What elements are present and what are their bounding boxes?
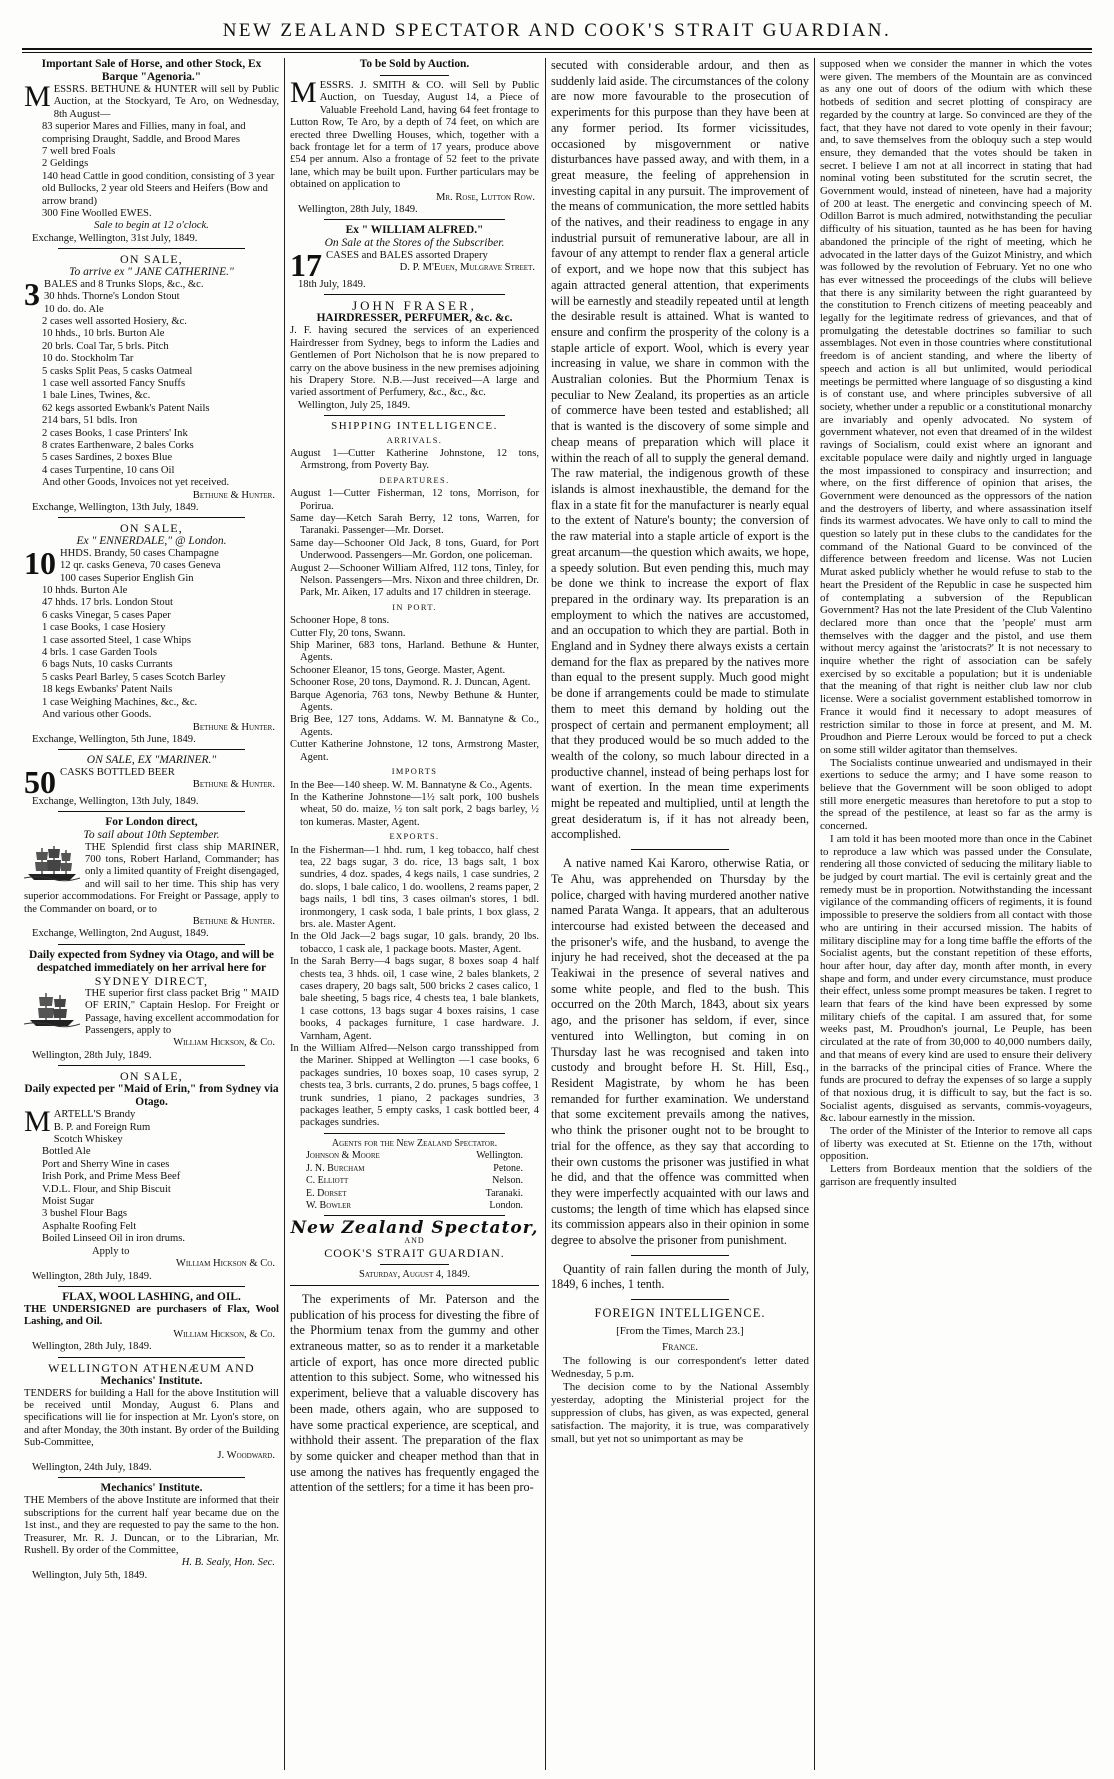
ad-date: Wellington, 28th July, 1849.	[32, 1341, 152, 1353]
divider	[58, 944, 245, 945]
column-4	[820, 58, 1092, 1773]
agents-list	[290, 1138, 539, 1212]
list-item: Ship Mariner, 683 tons, Harland. Bethune & Hunter, Agents.	[290, 640, 539, 664]
list-item: 2 Geldings	[42, 158, 89, 170]
list-item: 2 cases Books, 1 case Printers' Ink	[42, 427, 188, 439]
ad-athenaeum	[24, 1362, 279, 1475]
list-item: Boiled Linseed Oil in iron drums.	[42, 1233, 186, 1245]
column-divider	[284, 58, 285, 1770]
list-item: Irish Pork, and Prime Mess Beef	[42, 1171, 181, 1183]
list-item: In the Old Jack—2 bags sugar, 10 gals. brandy, 20 lbs. tobacco, 1 cask ale, 1 package boots. Master, Agent.	[290, 931, 539, 955]
ad-subtitle: On Sale at the Stores of the Subscriber.	[324, 237, 505, 250]
list-item: And other Goods, Invoices not yet received.	[42, 477, 230, 489]
list-item: 4 cases Turpentine, 10 cans Oil	[42, 464, 175, 476]
list-item: 214 bars, 51 bdls. Iron	[42, 415, 138, 427]
list-item: Schooner Hope, 8 tons.	[290, 615, 390, 627]
ad-date: Wellington, 28th July, 1849.	[32, 1049, 152, 1061]
paper-title: New Zealand Spectator,	[290, 1218, 539, 1239]
ad-signature: Bethune & Hunter.	[192, 915, 275, 927]
paper-and: AND	[404, 1235, 425, 1245]
ad-text: ESSRS. BETHUNE & HUNTER will sell by Public Auction, at the Stockyard, Te Aro, on Wednesday, 8th August—	[53, 84, 279, 120]
ad-date: Exchange, Wellington, 13th July, 1849.	[32, 795, 199, 807]
ad-date: Wellington, 24th July, 1849.	[32, 1461, 152, 1473]
agents-title: Agents for the New Zealand Spectator.	[331, 1137, 498, 1149]
list-item: And various other Goods.	[42, 709, 152, 721]
ad-title: Daily expected from Sydney via Otago, and will be despatched immediately on her arrival here for	[28, 948, 274, 974]
column-3	[551, 58, 809, 1773]
divider	[58, 811, 245, 812]
agent-place: Wellington.	[476, 1150, 523, 1162]
masthead: NEW ZEALAND SPECTATOR AND COOK'S STRAIT GUARDIAN.	[222, 20, 892, 41]
ad-note: Sale to begin at 12 o'clock.	[94, 220, 209, 232]
ad-text: TENDERS for building a Hall for the above Institution will be received until Monday, August 6. Plans and specifications will lie for inspection at Mr. Lyon's store, on and after Monday, the 30th instant. By order of the Building Sub-Committee,	[24, 1387, 279, 1449]
agent-name: W. Bowler	[306, 1199, 352, 1211]
list-item: 1 case Books, 1 case Hosiery	[42, 622, 166, 634]
subsection-title: ARRIVALS.	[386, 435, 443, 445]
list-item: 62 kegs assorted Ewbank's Patent Nails	[42, 402, 210, 414]
ad-title: To be Sold by Auction.	[359, 58, 470, 70]
drop-cap: M	[24, 80, 51, 113]
list-item: Moist Sugar	[42, 1196, 95, 1208]
list-item: In the William Alfred—Nelson cargo transshipped from the Mariner. Shipped at Wellington —1 case books, 6 packages sundries, 10 boxes soap, 10 cases syrup, 2 chests tea, 3 brls. currants, 2 do. prunes, 5 bags coffee, 1 trunk sundries, 1 piano, 2 packages sundries, 3 packages leather, 5 empty casks, 1 cask bottled beer, 4 packages sundries.	[290, 1043, 539, 1129]
big-number: 17	[290, 246, 322, 283]
list-item: Same day—Schooner Old Jack, 8 tons, Guard, for Port Underwood. Passengers—Mr. Gordon, one policeman.	[290, 537, 539, 562]
list-item: In the Sarah Berry—4 bags sugar, 8 boxes soap 4 half chests tea, 3 hhds. oil, 1 case wine, 2 bales blankets, 2 cases drapery, 20 bags salt, 500 bricks 2 cases calico, 1 bale sheeting, 5 bags rice, 4 chests tea, 1 bale blankets, 1 case cottons, 13 bags sugar 4 boxes raisins, 1 case books, 4 packages furniture, 1 case hardware. J. Varnham, Agent.	[290, 956, 539, 1042]
editorial	[290, 1292, 539, 1496]
list-item: 5 casks Pearl Barley, 5 cases Scotch Barley	[42, 671, 226, 683]
divider	[380, 75, 449, 76]
list-item: 20 brls. Coal Tar, 5 brls. Pitch	[42, 340, 169, 352]
list-item: 3 bushel Flour Bags	[42, 1208, 128, 1220]
column-divider	[545, 58, 546, 1770]
divider	[324, 1133, 505, 1134]
list-item: 10 hhds., 10 brls. Burton Ale	[42, 328, 165, 340]
ad-caps-title: SYDNEY DIRECT,	[94, 973, 209, 988]
ad-date: Exchange, Wellington, 13th July, 1849.	[32, 502, 199, 513]
list-item: 7 well bred Foals	[42, 146, 116, 158]
ad-subtitle: Ex " ENNERDALE," @ London.	[76, 535, 227, 548]
divider	[324, 415, 505, 416]
ad-title: Ex " WILLIAM ALFRED."	[345, 224, 484, 237]
divider	[631, 1299, 729, 1300]
drop-cap: M	[24, 1105, 51, 1139]
masthead-rule	[22, 48, 1092, 50]
divider	[58, 1357, 245, 1358]
list-item: 18 kegs Ewbanks' Patent Nails	[42, 684, 173, 696]
ad-date: Wellington, 28th July, 1849.	[298, 204, 418, 216]
ad-jane-catherine	[24, 253, 279, 514]
ad-text: THE superior first class packet Brig " MAID OF ERIN," Captain Heslop. For Freight or Passage, having excellent accommodation for Passengers, apply to	[85, 987, 279, 1036]
ad-signature: Bethune & Hunter.	[192, 721, 275, 733]
ad-signature: Bethune & Hunter.	[192, 489, 275, 501]
list-item: 100 cases Superior English Gin	[60, 572, 194, 584]
agent-name: J. N. Burcham	[306, 1162, 365, 1174]
divider	[58, 248, 245, 249]
ad-john-fraser	[290, 299, 539, 412]
ad-title: ON SALE,	[120, 521, 183, 536]
divider	[324, 219, 505, 220]
ad-title: FLAX, WOOL LASHING, and OIL.	[62, 1290, 241, 1303]
ad-text: THE UNDERSIGNED are purchasers of Flax, Wool Lashing, and Oil.	[24, 1303, 279, 1328]
list-item: 10 do. Stockholm Tar	[42, 353, 134, 365]
ad-signature: J. Woodward.	[217, 1449, 275, 1461]
list-item: BALES and 8 Trunks Slops, &c., &c.	[44, 278, 204, 290]
list-item: V.D.L. Flour, and Ship Biscuit	[42, 1183, 171, 1195]
news-paragraph: Letters from Bordeaux mention that the soldiers of the garrison are frequently insulted	[820, 1163, 1092, 1188]
big-number: 10	[24, 544, 56, 581]
agent-row	[290, 1200, 539, 1212]
list-item: Same day—Ketch Sarah Berry, 12 tons, Warren, for Taranaki. Passenger—Mr. Dorset.	[290, 512, 539, 537]
ad-auction	[290, 58, 539, 216]
paper-subtitle: COOK'S STRAIT GUARDIAN.	[324, 1246, 505, 1261]
column-2	[290, 58, 539, 1773]
section-title: FOREIGN INTELLIGENCE.	[594, 1306, 766, 1321]
ad-caps-title: ON SALE,	[120, 1069, 183, 1084]
list-item: 1 case Weighing Machines, &c., &c.	[42, 696, 198, 708]
column-divider	[814, 58, 815, 1770]
list-item: 5 casks Split Peas, 5 casks Oatmeal	[42, 365, 193, 377]
list-item: B. P. and Foreign Rum	[53, 1121, 151, 1133]
list-item: In the Katherine Johnstone—1½ salt pork, 100 bushels wheat, 50 do. maize, ½ ton salt pork, 2 bags barley, ½ ton kumeras. Master, Agent.	[290, 791, 539, 828]
editorial-paragraph: secuted with considerable ardour, and then as suddenly laid aside. The circumstances of the colony are now more favourable to the prosecution of experiments for this purpose than they have been at any former period. Its former vicissitudes, occasioned by misgovernment or native disturbances have passed away, and with them, in a great measure, the feeling of apprehension in investing capital in any pursuit. The improvement of the means of communication, the more settled habits of the natives, and their readiness to engage in any industrial pursuit of remunerative labour, are all in favour of any attempt to render flax a general article of export, and we hope now that this subject has again attracted general attention, that experiments will be earnestly and steadily repeated until at length the desirable result is attained. What is wanted to ensure and confirm the prosperity of the colony is a staple article of export. Wool, which is every year increasing in value, we share in common with the Australian colonies. But the Phormium Tenax is peculiar to New Zealand, its properties as an article of commerce have been tested and established; all that is wanted is the discovery of some simple and cheap means of preparation which will place it within the reach of all to supply the general demand. The raw material, the indigenous growth of these islands is almost inexhaustible, the demand for the flax in a state fit for the manufacturer is nearly equal to the extent of Nature's bounty; the conversion of the raw material into a staple article of export is the great arcanum—the question which awaits, we hope, a speedy solution. But even pending this, much may be done we think to increase the export of flax prepared in the ordinary way. Its preparation is an employment to which the natives are accustomed, and an occupation to which they are partial. Both in England and in Sydney there always exists a certain demand for the flax as prepared by the natives more than equal to the present supply. Much good might be done if arrangements could be made to stimulate them to meet this demand by holding out the prospect of certain and permanent employment; all that they produced would be so much added to the wealth of the colony, so much labour directed in a productive channel, instead of being perhaps lost for want of exertion. In the mean time experiments might be repeated and multiplied, until at length the great desideratum is, if it has not already been, accomplished.	[551, 58, 809, 842]
section-title: SHIPPING INTELLIGENCE.	[331, 420, 498, 433]
ad-william-alfred	[290, 224, 539, 291]
ad-text: THE Splendid first class ship MARINER, 700 tons, Robert Harland, Commander; has only a limited quantity of Freight disengaged, and will sail to her time. This ship has very superior accommodations. For Freight or Passage, apply to the Commander on board, or to	[24, 841, 279, 915]
subsection-title: France.	[662, 1340, 698, 1353]
ad-mariner-beer	[24, 754, 279, 808]
list-item: 140 head Cattle in good condition, consisting of 3 year old Bullocks, 2 year old Steers and Heifers (Bow and arrow brand)	[42, 170, 275, 207]
paper-nameplate	[290, 1218, 539, 1286]
ad-date: Wellington, July 25, 1849.	[298, 399, 411, 411]
ad-signature: Bethune & Hunter.	[192, 779, 275, 791]
divider	[380, 1264, 449, 1265]
ad-title: For London direct,	[105, 816, 198, 829]
list-item: 2 cases well assorted Hosiery, &c.	[42, 315, 187, 327]
ad-title: ON SALE,	[120, 252, 183, 267]
ad-date: Exchange, Wellington, 5th June, 1849.	[32, 733, 196, 745]
divider	[58, 517, 245, 518]
list-item: August 2—Schooner William Alfred, 112 tons, Tinley, for Nelson. Passengers—Mrs. Nixon and three children, Dr. Park, Mr. Aiken, 17 adults and 17 children in steerage.	[290, 562, 539, 599]
divider	[631, 1255, 729, 1256]
ad-sydney-direct	[24, 949, 279, 1062]
ship-illustration	[24, 844, 80, 882]
ad-caps-title: JOHN FRASER,	[352, 298, 477, 314]
news-paragraph: The order of the Minister of the Interior to remove all caps of liberty was executed at St. Etienne on the 17th, without opposition.	[820, 1125, 1092, 1163]
divider	[58, 1477, 245, 1478]
list-item: August 1—Cutter Fisherman, 12 tons, Morrison, for Porirua.	[290, 488, 539, 512]
ad-mechanics-institute	[24, 1482, 279, 1582]
shipping-intelligence	[290, 420, 539, 1130]
subsection-title: IMPORTS	[391, 767, 438, 777]
divider	[631, 849, 729, 850]
news-paragraph: The following is our correspondent's letter dated Wednesday, 5 p.m.	[551, 1355, 809, 1381]
list-item: 1 case assorted Steel, 1 case Whips	[42, 634, 191, 646]
ad-text: THE Members of the above Institute are informed that their subscriptions for the current half year became due on the 1st inst., and they are requested to pay the same to the hon. Treasurer, Mr. R. J. Duncan, or to the Librarian, Mr. Rushell. By order of the Committee,	[24, 1495, 279, 1556]
ad-signature: William Hickson & Co.	[175, 1258, 275, 1270]
big-number: 3	[24, 275, 40, 312]
subsection-title: DEPARTURES.	[379, 475, 450, 485]
list-item: Bottled Ale	[42, 1146, 91, 1158]
divider	[324, 1215, 505, 1216]
ad-title: Important Sale of Horse, and other Stock, Ex Barque "Agenoria."	[41, 58, 262, 83]
agent-row	[290, 1150, 539, 1162]
list-item: ARTELL'S Brandy	[53, 1109, 136, 1121]
ad-signature: D. P. M'Euen, Mulgrave Street.	[399, 262, 535, 274]
ad-flax	[24, 1291, 279, 1354]
news-paragraph: The Socialists continue unwearied and undismayed in their exertions to seduce the army; and I have some reason to believe that the Government will be soon obliged to adopt still more energetic measures than heretofore to put a stop to the spread of the pestilence, at least so far as the army is concerned.	[820, 756, 1092, 833]
agent-place: Petone.	[493, 1162, 523, 1174]
list-item: August 1—Cutter Katherine Johnstone, 12 tons, Armstrong, from Poverty Bay.	[290, 447, 539, 472]
agent-place: Taranaki.	[485, 1187, 523, 1199]
list-item: 10 do. do. Ale	[44, 303, 104, 315]
list-item: Cutter Katherine Johnstone, 12 tons, Armstrong Master, Agent.	[290, 739, 539, 763]
list-item: Brig Bee, 127 tons, Addams. W. M. Bannatyne & Co., Agents.	[290, 714, 539, 738]
ship-illustration	[24, 990, 80, 1028]
list-item: 300 Fine Woolled EWES.	[42, 208, 152, 220]
subsection-title: IN PORT.	[392, 602, 437, 612]
ad-ennerdale	[24, 522, 279, 746]
ad-title: HAIRDRESSER, PERFUMER, &c. &c.	[316, 312, 513, 325]
list-item: 83 superior Mares and Fillies, many in foal, and comprising Draught, Saddle, and Brood Mares	[42, 121, 246, 145]
ad-text: CASES and BALES assorted Drapery	[326, 249, 488, 261]
big-number: 50	[24, 763, 56, 800]
agent-name: E. Dorset	[306, 1187, 347, 1199]
list-item: 4 brls. 1 case Garden Tools	[42, 647, 157, 659]
ad-signature: William Hickson, & Co.	[173, 1328, 275, 1340]
list-item: Barque Agenoria, 763 tons, Newby Bethune & Hunter, Agents.	[290, 689, 539, 714]
divider	[58, 1286, 245, 1287]
ad-subtitle: To arrive ex " JANE CATHERINE."	[69, 266, 234, 279]
divider	[58, 1065, 245, 1066]
subsection-title: EXPORTS.	[389, 832, 440, 842]
ad-signature: H. B. Sealy, Hon. Sec.	[181, 1557, 275, 1569]
ad-date: Exchange, Wellington, 31st July, 1849.	[32, 232, 198, 244]
list-item: 6 casks Vinegar, 5 cases Paper	[42, 609, 171, 621]
ad-text: ESSRS. J. SMITH & CO. will Sell by Public Auction, on Tuesday, August 14, a Piece of Valuable Freehold Land, having 64 feet frontage to Lutton Row, Te Aro, by a depth of 74 feet, on which are erected three Dwelling Houses, which, together with a back frontage let for a term of 17 years, produce above £54 per annum. Also a frontage of 52 feet to the private lane, which may be built upon. Further particulars may be obtained on application to	[290, 80, 539, 191]
agent-name: Johnson & Moore	[306, 1150, 380, 1162]
list-item: Cutter Fly, 20 tons, Swann.	[290, 627, 406, 639]
list-item: Port and Sherry Wine in cases	[42, 1158, 170, 1170]
list-item: 10 hhds. Burton Ale	[42, 585, 128, 597]
column-1	[24, 58, 279, 1773]
ad-date: Exchange, Wellington, 2nd August, 1849.	[32, 928, 209, 940]
ad-date: 18th July, 1849.	[298, 278, 366, 290]
list-item: 47 hhds. 17 brls. London Stout	[42, 597, 173, 609]
ad-date: Wellington, 28th July, 1849.	[32, 1270, 152, 1282]
ad-title: Mechanics' Institute.	[100, 1374, 203, 1387]
ad-title: Daily expected per "Maid of Erin," from Sydney via Otago.	[24, 1083, 279, 1109]
source-line: [From the Times, March 23.]	[616, 1324, 744, 1337]
agent-name: C. Elliott	[306, 1175, 349, 1187]
list-item: Apply to	[92, 1245, 130, 1257]
divider	[58, 749, 245, 750]
news-paragraph: supposed when we consider the manner in which the votes were given. The members of the Mountain are as convinced as any one out of doors of the odium with which these hotbeds of sedition and secret plotting of conspiracy are regarded by the country at large. So convinced are they of the fact, that they have not dared to vote openly in their favour; and, to save themselves from the obloquy such a step would ensure, they demanded that the votes should be taken in secret. I believe I am not at all incorrect in stating that had nominal voting been substituted for the scrutin secret, the Government would, instead of nineteen, have had a majority of 200 at least. The energetic and convincing speech of M. Odillon Barrot is much admired, notwithstanding the peculiar difficulty of his situation, taunted as he has been for having abandoned the principle of the right of meeting, which he advocated in the latter days of the Guizot Ministry, and which was followed by the revolution of February. Yet no one who has ever witnessed the proceedings of the clubs will believe that there is any similarity between the right guaranteed by the constitution to French citizens of meeting peaceably and legally for the legitimate redress of grievances, and that of promulgating the detestable doctrines so familiar to such assemblages. Not even in those countries where constitutional freedom is of ancient standing, and where the liberty of speech and action is all but unlimited, would periodical meetings be permitted where language of so disgusting a kind is of constant use, and where principles subversive of all society, whether under a republic or a constitutional monarchy are invariably and openly advocated. No system of government whatever, not even that dreamed of in the wildest ravings of Socialism, could exist where an ignorant and excitable populace were daily and nightly urged in language the most impassioned to conspiracy and insurrection; and where, on the first difference of opinion that arises, the Government were denounced as the oppressors of the nation and the destroyers of liberty, and where assassination itself finds its warmest advocates. We have only to call to mind the question so lately put in these clubs to the candidates for the command of the National Guard to be convinced of the difference between freedom and license. Was not Lucien Murat asked publicly whether he would refuse to stab to the heart the President of the Republic in case he suspected him of contemplating a subversion of the Republican Government? Has not the late President of the Club Valentino declared more than once that the 'people' must arm themselves with the dagger and the pistol, and use them without mercy against the 'aristocrats?' It is not necessary to inquire whether the right of association can be safely exercised by so excitable a population; but it is undeniable that the meaning of that right is neither club law nor club license. Were a socialist government established tomorrow in France it would find it necessary to adopt measures of restriction similar to those in force at present, and M. M. Proudhon and Pierre Leroux would be forced to put a check on some still wilder agitator than themselves.	[820, 58, 1092, 756]
news-paragraph: I am told it has been mooted more than once in the Cabinet to reproduce a law which was passed under the Consulate, rendering all those convicted of seducing the military liable to be judged by court martial. The evil is certainly great and the remedy must be in proportion. Notwithstanding the incessant vigilance of the commanding officers of regiments, it is found impossible to preserve the soldiers from all contact with those who are untiring in their accursed mission. The habits of military discipline may for a long time baffle the efforts of the Socialist agents, but the constant repetition of these efforts, hour after hour, day after day, month after month, in every shape and form, and under every circumstance, must produce their effect, unless some prompt measures be taken. I regret to learn that fears of the kind have been expressed by some military chiefs of the capital. I am assured that, for some weeks past, M. Proudhon's journal, Le Peuple, has been circulated at the rate of from 30,000 to 40,000 numbers daily, and that means of every kind are used to ensure their delivery in the barracks of the principal cities of France. Where the funds are procured to defray the expenses of so large a supply of that noxious drug, it is difficult to say, but the fact is so. Socialist agents, disguised as servants, commis-voyageurs, &c. labour earnestly in the mission.	[820, 832, 1092, 1125]
ad-date: Wellington, July 5th, 1849.	[32, 1569, 148, 1581]
agent-row	[290, 1163, 539, 1175]
list-item: In the Fisherman—1 hhd. rum, 1 keg tobacco, half chest tea, 22 bags sugar, 3 do. rice, 13 bags salt, 1 box sundries, 4 doz. spades, 4 kegs nails, 1 case sundries, 2 do. slops, 1 bale calico, 1 do. woollens, 2 reams paper, 2 bags nails, 1 bdl tins, 3 cases oilman's stores, 1 bdl. ironmongery, 1 cask soda, 1 bale prints, 1 box glass, 2 brs. ale. Master Agent.	[290, 844, 539, 930]
ad-signature: Mr. Rose, Lutton Row.	[435, 191, 535, 203]
list-item: Scotch Whiskey	[53, 1134, 123, 1146]
ad-maid-of-erin	[24, 1070, 279, 1283]
list-item: HHDS. Brandy, 50 cases Champagne	[60, 547, 219, 559]
editorial-paragraph: The experiments of Mr. Paterson and the publication of his process for divesting the fibre of the Phormium tenax from the gummy and other extraneous matter, so as to render it a marketable article of export, has once more directed public attention to this subject. Some, who witnessed his experiment, believe that a valuable discovery has been made, others again, who are supposed to have some practical experience, are sceptical, and withhold their assent. The preparation of the flax by some quicker and cheaper method than that in use among the natives has frequently engaged the attention of the settlers; for a time it has been pro-	[290, 1291, 539, 1495]
agent-row	[290, 1175, 539, 1187]
list-item: 5 cases Sardines, 2 boxes Blue	[42, 452, 173, 464]
agent-row	[290, 1188, 539, 1200]
ad-caps-title: WELLINGTON ATHENÆUM AND	[48, 1360, 255, 1375]
agent-place: Nelson.	[492, 1175, 523, 1187]
list-item: Schooner Eleanor, 15 tons, George. Master, Agent.	[290, 664, 506, 676]
list-item: 30 hhds. Thorne's London Stout	[44, 291, 180, 303]
divider	[290, 1285, 539, 1286]
ad-subtitle: ON SALE, EX "MARINER."	[86, 754, 217, 767]
list-item: 1 case well assorted Fancy Snuffs	[42, 377, 186, 389]
list-item: 6 bags Nuts, 10 casks Currants	[42, 659, 173, 671]
list-item: 12 qr. casks Geneva, 70 cases Geneva	[60, 560, 221, 572]
ad-signature: William Hickson, & Co.	[173, 1037, 275, 1049]
masthead-rule-thin	[22, 52, 1092, 53]
ad-text: CASKS BOTTLED BEER	[60, 766, 175, 778]
news-paragraph: The decision come to by the National Assembly yesterday, adopting the Ministerial project for the suppression of clubs, has given, as was expected, general satisfaction. The majority, it is true, was comparatively small, but yet not so unimportant as may be	[551, 1381, 809, 1446]
ad-subtitle: To sail about 10th September.	[83, 829, 220, 842]
drop-cap: M	[290, 76, 317, 109]
ad-london-direct	[24, 816, 279, 941]
agent-place: London.	[489, 1199, 523, 1211]
ad-text: J. F. having secured the services of an experienced Hairdresser from Sydney, begs to inform the Ladies and Gentlemen of Port Nicholson that he is now prepared to carry on the above business in the new premises adjoining his Drapery Store. N.B.—Just received—A large and varied assortment of Perfumery, &c., &c., &c.	[290, 325, 539, 399]
paper-date: Saturday, August 4, 1849.	[359, 1268, 470, 1280]
ad-title: Mechanics' Institute.	[100, 1482, 203, 1495]
news-paragraph: A native named Kai Karoro, otherwise Ratia, or Te Ahu, was apprehended on Thursday by the police, charged with having murdered another native named Parata Wanga. It appears, that an adulterous intercourse had existed between the deceased and the prisoner's wife, and the husband, to avenge the injury he had received, shot the deceased at the pa Teakiwai in the presence of several natives and some white people, and fled to the bush. This occurred on the 20th March, 1843, about six years ago, and the prisoner has seldom, if ever, since ventured into Wellington, but coming in on Thursday last he was recognised and taken into custody and brought before H. St. Hill, Esq., Resident Magistrate, by whom he has been remanded for further examination. We understand that some excitement prevails among the natives, who think the prisoner ought not to be brought to trial for the offence, as they say that according to their own customs the prisoner was justified in what he did, and that the offence was committed when they were imperfectly acquainted with our laws and customs; the length of time which has elapsed since its commission appears also in their opinion in some degree to absolve the prisoner from punishment.	[551, 856, 809, 1248]
list-item: Asphalte Roofing Felt	[42, 1220, 137, 1232]
list-item: 1 bale Lines, Twines, &c.	[42, 390, 151, 402]
list-item: Schooner Rose, 20 tons, Daymond. R. J. Duncan, Agent.	[290, 677, 531, 689]
list-item: 8 crates Earthenware, 2 bales Corks	[42, 439, 194, 451]
rainfall-note: Quantity of rain fallen during the month of July, 1849, 6 inches, 1 tenth.	[551, 1261, 809, 1292]
ad-horse-sale	[24, 58, 279, 245]
list-item: In the Bee—140 sheep. W. M. Bannatyne & Co., Agents.	[290, 779, 533, 791]
divider	[324, 294, 505, 295]
